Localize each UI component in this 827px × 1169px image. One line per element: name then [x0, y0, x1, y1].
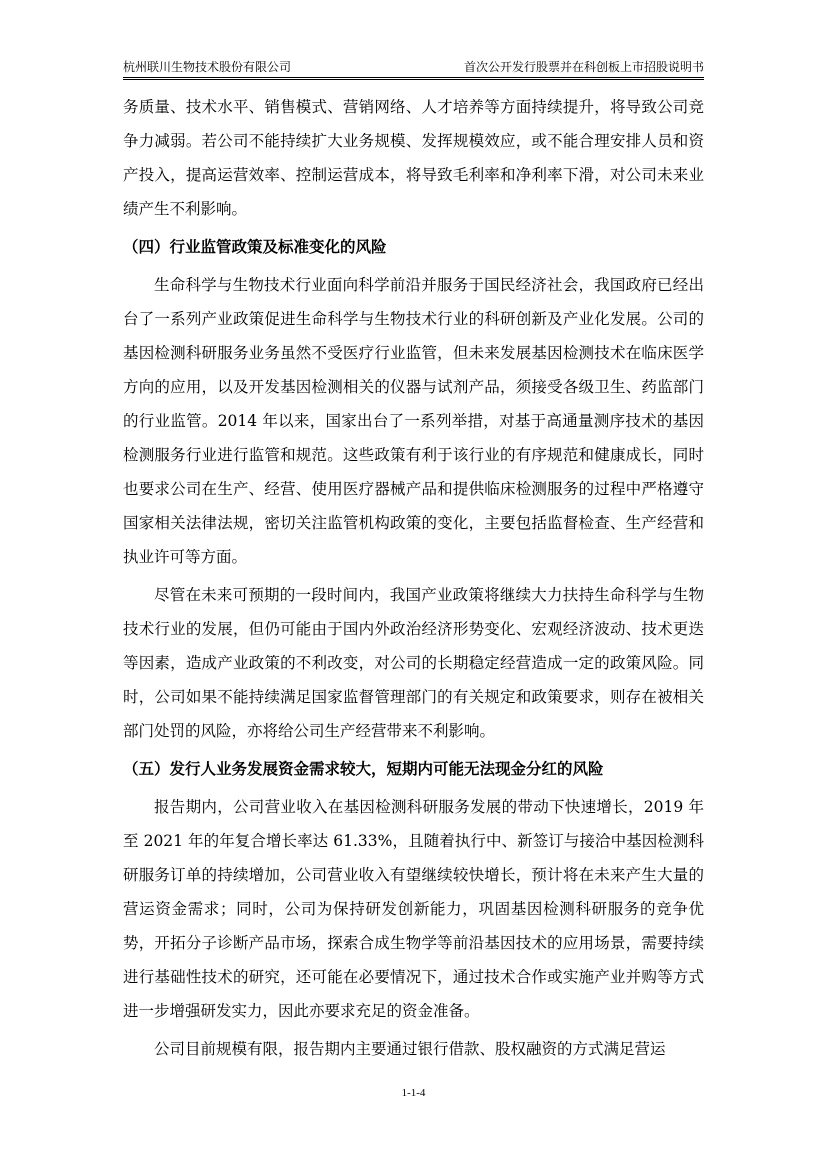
paragraph-continuation: 务质量、技术水平、销售模式、营销网络、人才培养等方面持续提升，将导致公司竞争力减弱。若公司不能持续扩大业务规模、发挥规模效应，或不能合理安排人员和资产投入，提高运营效率、控制运营成本，将导致毛利率和净利率下滑，对公司未来业绩产生不利影响。 [123, 98, 704, 218]
paragraph: 生命科学与生物技术行业面向科学前沿并服务于国民经济社会，我国政府已经出台了一系列产业政策促进生命科学与生物技术行业的科研创新及产业化发展。公司的基因检测科研服务业务虽然不受医疗行业监管，但未来发展基因检测技术在临床医学方向的应用，以及开发基因检测相关的仪器与试剂产品，须接受各级卫生、药监部门的行业监管。2014 年以来，国家出台了一系列举措，对基于高通量测序技术的基因检测服务行业进行监管和规范。这些政策有利于该行业的有序规范和健康成长，同时也要求公司在生产、经营、使用医疗器械产品和提供临床检测服务的过程中严格遵守国家相关法律法规，密切关注监管机构政策的变化，主要包括监督检查、生产经营和执业许可等方面。 [123, 276, 704, 566]
header-rule-thin [123, 77, 704, 78]
header-rule-thick [123, 79, 704, 80]
paragraph: 报告期内，公司营业收入在基因检测科研服务发展的带动下快速增长，2019 年至 2021 年的年复合增长率达 61.33%，且随着执行中、新签订与接洽中基因检测科研服务订单的持续增加，公司营业收入有望继续较快增长，预计将在未来产生大量的营运资金需求；同时，公司为保持研发创新能力，巩固基因检测科研服务的竞争优势，开拓分子诊断产品市场，探索合成生物学等前沿基因技术的应用场景，需要持续进行基础性技术的研究，还可能在必要情况下，通过技术合作或实施产业并购等方式进一步增强研发实力，因此亦要求充足的资金准备。 [123, 798, 704, 1020]
header-company-name: 杭州联川生物技术股份有限公司 [123, 60, 292, 74]
section-heading-4: （四）行业监管政策及标准变化的风险 [123, 238, 387, 256]
paragraph: 公司目前规模有限，报告期内主要通过银行借款、股权融资的方式满足营运 [154, 1040, 666, 1058]
section-heading-5: （五）发行人业务发展资金需求较大，短期内可能无法现金分红的风险 [123, 760, 604, 778]
document-body [123, 90, 704, 1066]
header-document-title: 首次公开发行股票并在科创板上市招股说明书 [463, 60, 704, 74]
page-number: 1-1-4 [401, 1087, 426, 1099]
page-header [123, 57, 704, 77]
paragraph: 尽管在未来可预期的一段时间内，我国产业政策将继续大力扶持生命科学与生物技术行业的发展，但仍可能由于国内外政治经济形势变化、宏观经济波动、技术更迭等因素，造成产业政策的不利改变，对公司的长期稳定经营造成一定的政策风险。同时，公司如果不能持续满足国家监督管理部门的有关规定和政策要求，则存在被相关部门处罚的风险，亦将给公司生产经营带来不利影响。 [123, 586, 704, 740]
